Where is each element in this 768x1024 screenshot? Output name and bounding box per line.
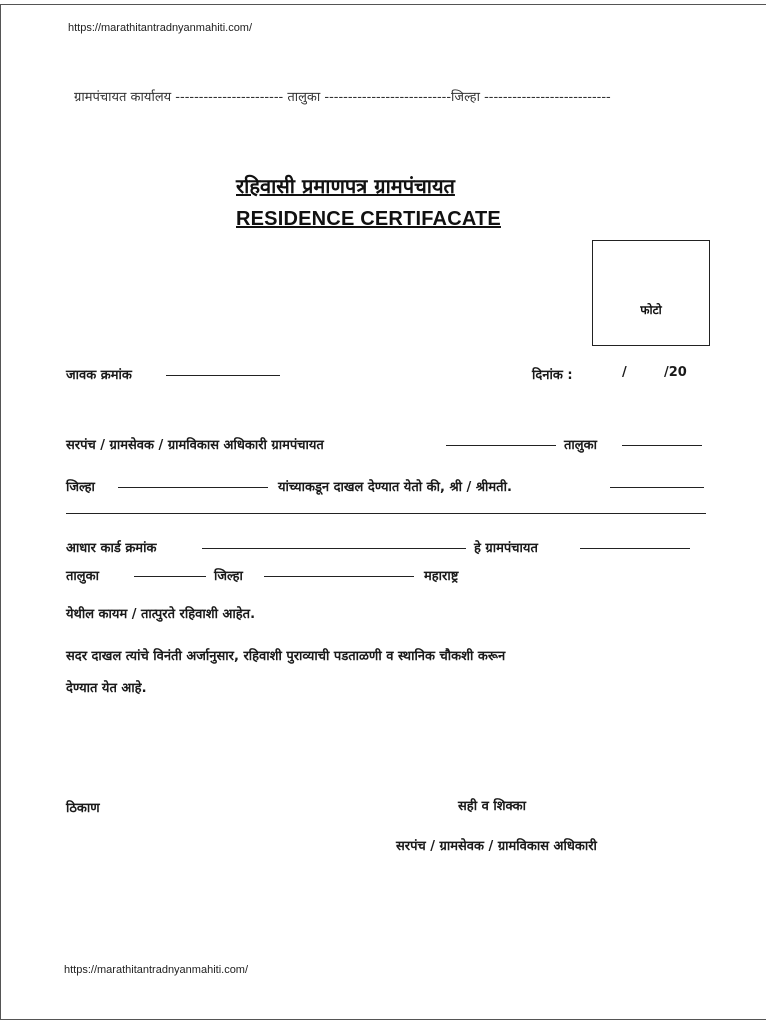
line1-blank-taluka [622, 445, 702, 446]
line4-taluka: तालुका [66, 569, 99, 584]
line4-blank-district [264, 576, 414, 577]
line3-aadhaar: आधार कार्ड क्रमांक [66, 541, 157, 556]
certificate-page [0, 4, 766, 1020]
ref-label: जावक क्रमांक [66, 368, 132, 383]
title-marathi: रहिवासी प्रमाणपत्र ग्रामपंचायत [236, 174, 455, 198]
name-blank-line [66, 513, 706, 514]
title-english: RESIDENCE CERTIFACATE [236, 208, 501, 230]
photo-label: फोटो [640, 303, 662, 317]
ref-blank [166, 375, 280, 376]
para-line-2: देण्यात येत आहे. [66, 681, 147, 696]
sign-label: सही व शिक्का [458, 799, 526, 814]
date-slash: / [622, 365, 627, 380]
line3-blank-aadhaar [202, 548, 466, 549]
date-label: दिनांक : [532, 368, 573, 383]
line2-blank-district [118, 487, 268, 488]
line1-authority: सरपंच / ग्रामसेवक / ग्रामविकास अधिकारी ग्रामपंचायत [66, 438, 324, 453]
sign-designation: सरपंच / ग्रामसेवक / ग्रामविकास अधिकारी [396, 839, 597, 854]
line2-district: जिल्हा [66, 480, 95, 495]
line5-residence: येथील कायम / तात्पुरते रहिवाशी आहेत. [66, 607, 256, 622]
line1-taluka: तालुका [564, 438, 597, 453]
line1-blank-gp [446, 445, 556, 446]
top-url: https://marathitantradnyanmahiti.com/ [68, 22, 253, 34]
line2-text: यांच्याकडून दाखल देण्यात येतो की, श्री / श्रीमती. [278, 480, 512, 495]
para-line-1: सदर दाखल त्यांचे विनंती अर्जानुसार, रहिवाशी पुराव्याची पडताळणी व स्थानिक चौकशी करून [66, 649, 506, 664]
photo-box [592, 240, 710, 346]
date-year: /20 [664, 365, 687, 380]
line2-blank-name [610, 487, 704, 488]
line4-district: जिल्हा [214, 569, 243, 584]
place-label: ठिकाण [66, 801, 100, 816]
line4-blank-taluka [134, 576, 206, 577]
line4-state: महाराष्ट्र [424, 569, 459, 584]
office-line: ग्रामपंचायत कार्यालय ----------------------- तालुका ---------------------------जिल्हा --------------------------- [74, 90, 611, 105]
line3-blank-gp [580, 548, 690, 549]
line3-gp: हे ग्रामपंचायत [474, 541, 538, 556]
bottom-url: https://marathitantradnyanmahiti.com/ [64, 964, 249, 976]
